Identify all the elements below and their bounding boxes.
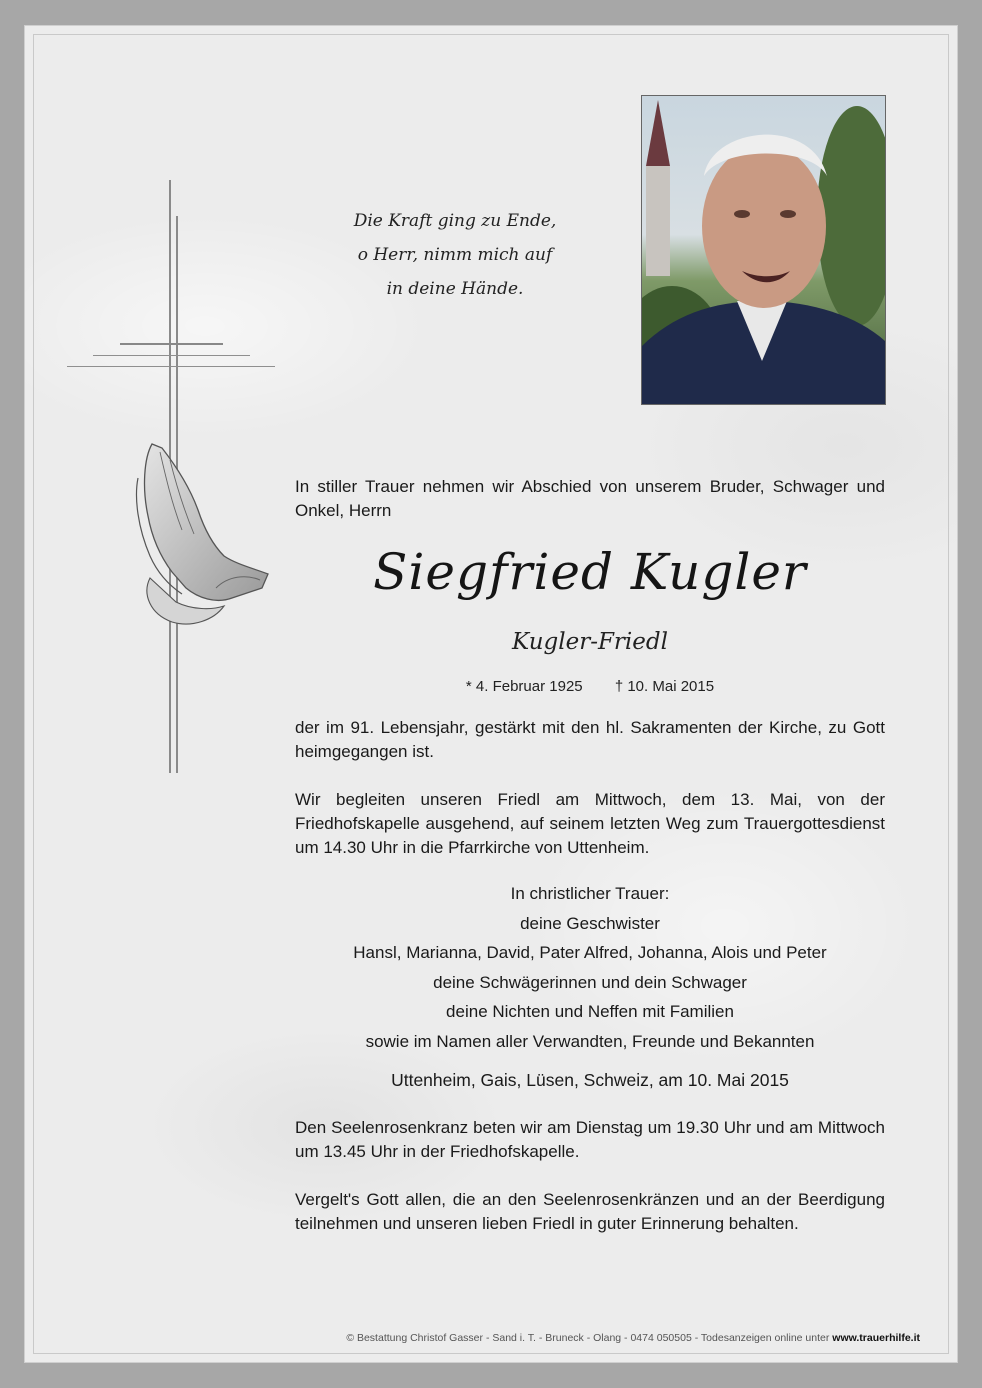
mourner-line: deine Schwägerinnen und dein Schwager (433, 972, 747, 992)
mourner-line: deine Geschwister (520, 913, 660, 933)
mourners-list (295, 879, 885, 1056)
life-dates (295, 678, 885, 695)
verse (315, 204, 595, 306)
praying-hands-icon (120, 438, 270, 628)
mourner-line: sowie im Namen aller Verwandten, Freunde und Bekannten (365, 1031, 815, 1051)
intro-text: In stiller Trauer nehmen wir Abschied von unserem Bruder, Schwager und Onkel, Herrn (295, 477, 885, 520)
footer-url[interactable]: www.trauerhilfe.it (832, 1332, 920, 1344)
obituary-sheet (24, 25, 958, 1363)
mourner-line: Hansl, Marianna, David, Pater Alfred, Johanna, Alois und Peter (353, 943, 827, 962)
mourners-heading: In christlicher Trauer: (510, 884, 670, 903)
deceased-name: Siegfried Kugler (373, 543, 807, 601)
mourner-line: deine Nichten und Neffen mit Familien (446, 1002, 734, 1021)
thanks-paragraph: Vergelt's Gott allen, die an den Seelenrosenkränzen und an der Beerdigung teilnehmen und unseren lieben Friedl in guter Erinnerung behalten. (295, 1190, 885, 1233)
death-paragraph: der im 91. Lebensjahr, gestärkt mit den hl. Sakramenten der Kirche, zu Gott heimgegangen ist. (295, 718, 885, 761)
birth-date: * 4. Februar 1925 (465, 678, 583, 695)
footer (295, 1332, 920, 1344)
footer-text: © Bestattung Christof Gasser - Sand i. T. - Bruneck - Olang - 0474 050505 - Todesanzeigen online unter (346, 1332, 830, 1344)
portrait-photo (641, 95, 886, 405)
rosary-paragraph: Den Seelenrosenkranz beten wir am Dienstag um 19.30 Uhr und am Mittwoch um 13.45 Uhr in der Friedhofskapelle. (295, 1118, 885, 1161)
nickname: Kugler-Friedl (512, 629, 668, 655)
funeral-paragraph: Wir begleiten unseren Friedl am Mittwoch, dem 13. Mai, von der Friedhofskapelle ausgehend, auf seinem letzten Weg zum Trauergottesdienst um 14.30 Uhr in die Pfarrkirche von Uttenheim. (295, 790, 885, 857)
place-date: Uttenheim, Gais, Lüsen, Schweiz, am 10. Mai 2015 (391, 1070, 789, 1090)
verse-line: o Herr, nimm mich auf (357, 245, 553, 265)
verse-line: in deine Hände. (386, 279, 524, 299)
verse-line: Die Kraft ging zu Ende, (353, 211, 557, 231)
death-date: † 10. Mai 2015 (614, 678, 715, 695)
